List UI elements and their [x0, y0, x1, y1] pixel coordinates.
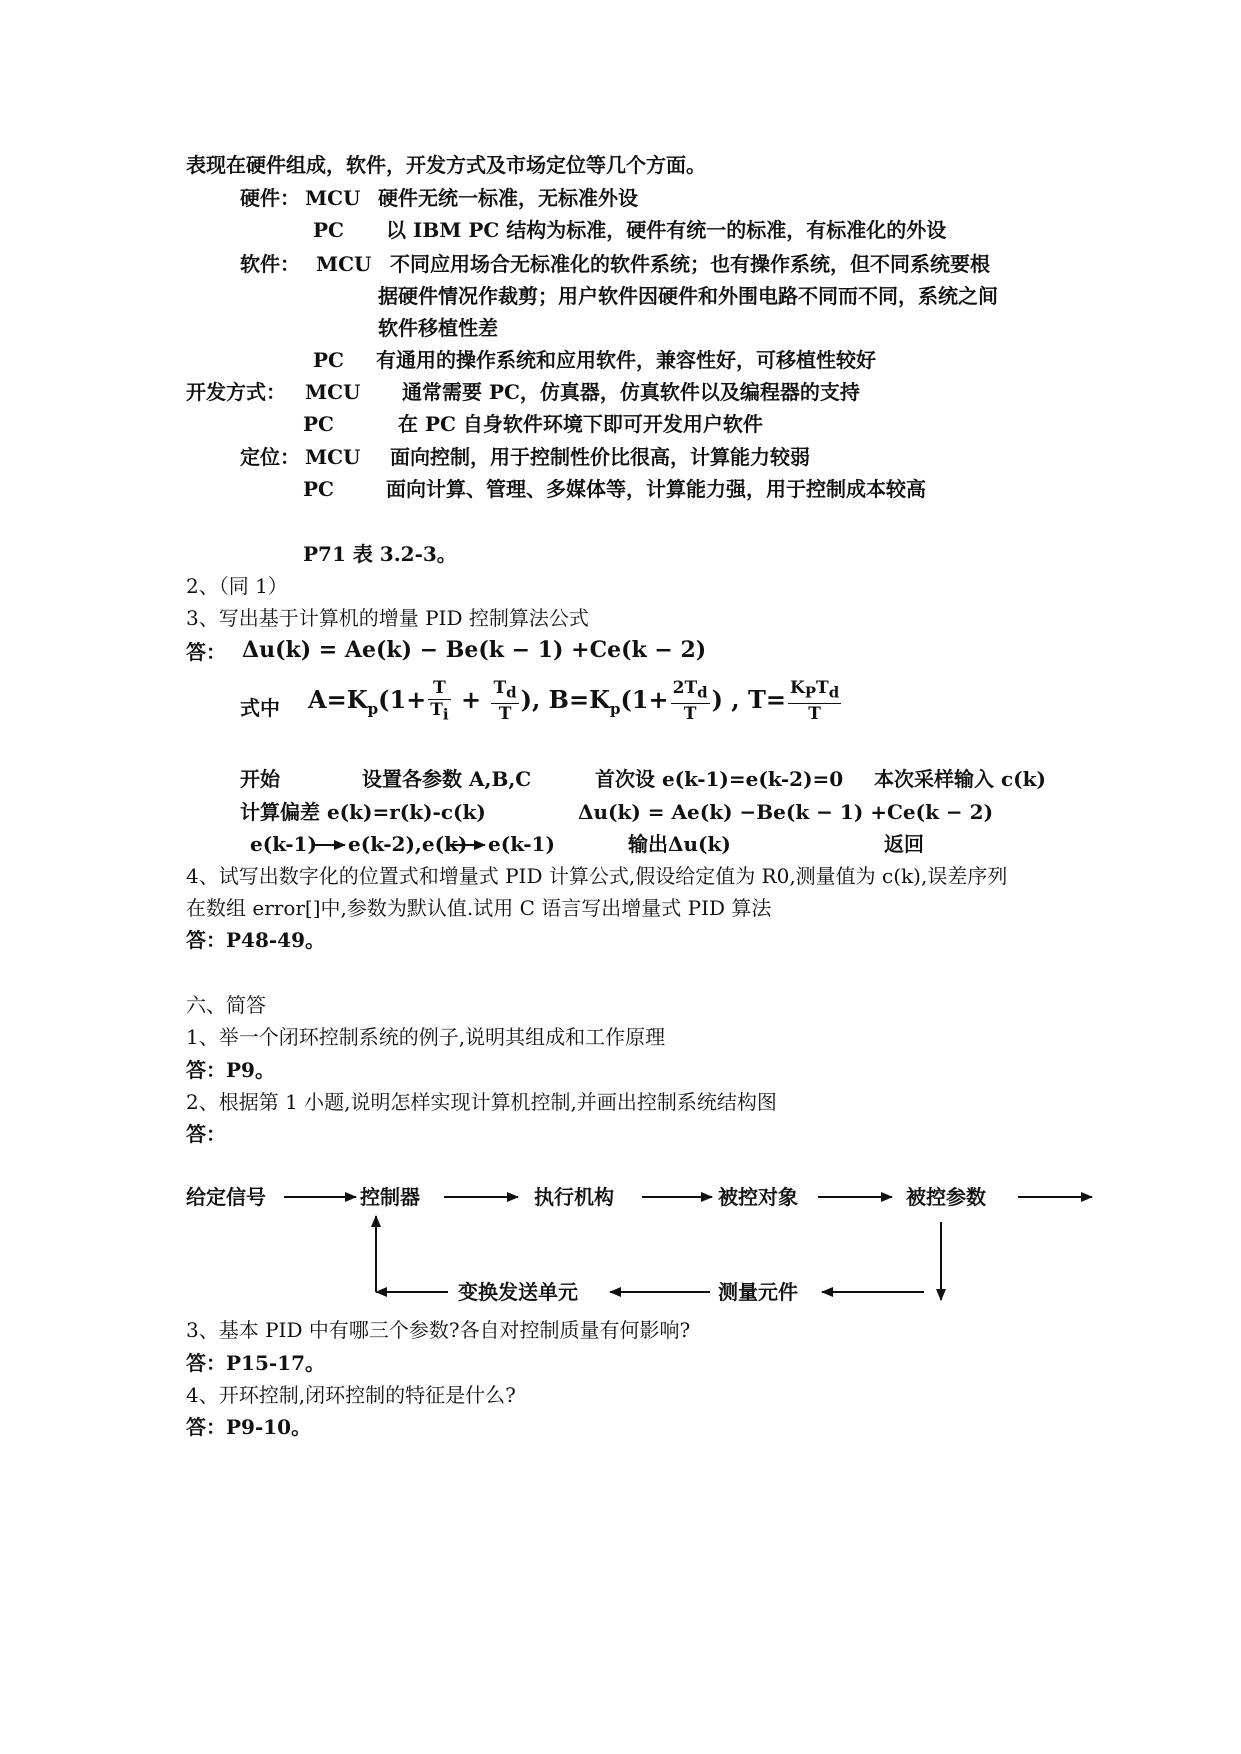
flow-start: 开始	[240, 767, 280, 791]
dev-pc-text: 在 PC 自身软件环境下即可开发用户软件	[398, 412, 763, 436]
section-6-a3: 答：P15-17。	[186, 1351, 326, 1375]
software-pc-key: PC	[313, 348, 344, 372]
hardware-label: 硬件：	[240, 186, 300, 210]
block-controller: 控制器	[360, 1185, 420, 1209]
software-mcu-key: MCU	[316, 252, 372, 276]
software-mcu-line2: 据硬件情况作裁剪；用户软件因硬件和外围电路不同而不同，系统之间	[378, 284, 998, 308]
dev-mcu-key: MCU	[305, 380, 361, 404]
software-label: 软件：	[240, 252, 300, 276]
section-6-a4: 答：P9-10。	[186, 1415, 312, 1439]
question-4-line1: 4、试写出数字化的位置式和增量式 PID 计算公式,假设给定值为 R0,测量值为 c(k),误差序列	[186, 864, 1008, 888]
block-given-signal: 给定信号	[186, 1185, 266, 1209]
formula-where-label: 式中	[240, 696, 280, 720]
position-mcu-key: MCU	[305, 445, 361, 469]
table-reference: P71 表 3.2-3。	[303, 542, 457, 566]
flow-output: 输出Δu(k)	[628, 832, 731, 856]
question-4-line2: 在数组 error[]中,参数为默认值.试用 C 语言写出增量式 PID 算法	[186, 896, 772, 920]
block-transmitter: 变换发送单元	[458, 1280, 578, 1304]
position-pc-text: 面向计算、管理、多媒体等，计算能力强，用于控制成本较高	[386, 477, 926, 501]
software-pc-text: 有通用的操作系统和应用软件，兼容性好，可移植性较好	[376, 348, 876, 372]
software-mcu-line1: 不同应用场合无标准化的软件系统；也有操作系统，但不同系统要根	[390, 252, 990, 276]
position-mcu-text: 面向控制，用于控制性价比很高，计算能力较弱	[390, 445, 810, 469]
question-4-answer: 答：P48-49。	[186, 928, 326, 952]
section-6-q4: 4、开环控制,闭环控制的特征是什么?	[186, 1383, 516, 1407]
section-6-q3: 3、基本 PID 中有哪三个参数?各自对控制质量有何影响?	[186, 1318, 691, 1342]
question-3: 3、写出基于计算机的增量 PID 控制算法公式	[186, 606, 589, 630]
section-6-q2: 2、根据第 1 小题,说明怎样实现计算机控制,并画出控制系统结构图	[186, 1090, 777, 1114]
flow-formula: Δu(k) = Ae(k) −Be(k − 1) +Ce(k − 2)	[578, 800, 994, 824]
hardware-mcu-text: 硬件无统一标准，无标准外设	[378, 186, 638, 210]
hardware-mcu-key: MCU	[305, 186, 361, 210]
software-mcu-line3: 软件移植性差	[378, 316, 498, 340]
section-6-a2: 答：	[186, 1122, 226, 1146]
incremental-pid-formula: Δu(k) = Ae(k) − Be(k − 1) +Ce(k − 2)	[242, 637, 707, 663]
dev-mcu-text: 通常需要 PC，仿真器，仿真软件以及编程器的支持	[402, 380, 860, 404]
block-sensor: 测量元件	[718, 1280, 798, 1304]
flow-shift-c: e(k-1)	[488, 832, 555, 856]
dev-pc-key: PC	[303, 412, 334, 436]
hardware-pc-text: 以 IBM PC 结构为标准，硬件有统一的标准，有标准化的外设	[386, 218, 947, 242]
flow-shift-b: e(k-2),e(k)	[348, 832, 468, 856]
dev-label: 开发方式：	[186, 380, 286, 404]
flow-set-params: 设置各参数 A,B,C	[362, 767, 532, 791]
block-plant: 被控对象	[718, 1185, 798, 1209]
coefficient-formula: $A=K_p(1+$ $\frac{T}{T_i}$ + $\frac{T_d}{T}$ ), $B=K_p(1+$ $\frac{2T_d}{T}$ ) , T= $\frac{K_PT_d}{T}$	[308, 678, 840, 724]
section-6-a1: 答：P9。	[186, 1058, 275, 1082]
section-6-q1: 1、举一个闭环控制系统的例子,说明其组成和工作原理	[186, 1025, 666, 1049]
q3-answer-label: 答：	[186, 640, 226, 664]
flow-calc-error: 计算偏差 e(k)=r(k)-c(k)	[240, 800, 486, 824]
block-controlled-param: 被控参数	[906, 1185, 986, 1209]
position-label: 定位：	[240, 445, 300, 469]
position-pc-key: PC	[303, 477, 334, 501]
block-actuator: 执行机构	[534, 1185, 614, 1209]
comparison-intro: 表现在硬件组成，软件，开发方式及市场定位等几个方面。	[186, 153, 706, 177]
hardware-pc-key: PC	[313, 218, 344, 242]
question-2: 2、（同 1）	[186, 574, 288, 598]
flow-return: 返回	[884, 832, 924, 856]
flow-sample: 本次采样输入 c(k)	[874, 767, 1046, 791]
flow-shift-a: e(k-1)	[250, 832, 317, 856]
flow-first-set: 首次设 e(k-1)=e(k-2)=0	[595, 767, 844, 791]
section-6-heading: 六、简答	[186, 993, 266, 1017]
